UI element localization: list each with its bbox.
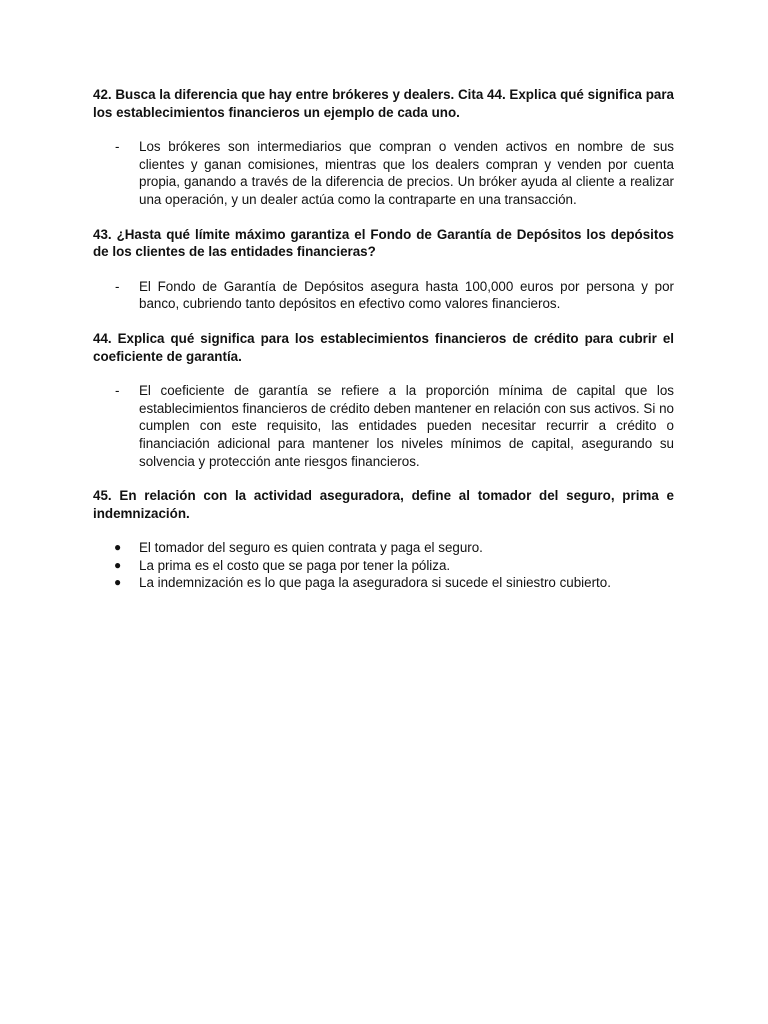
list-item xyxy=(93,574,674,592)
bullet-marker: ● xyxy=(114,540,122,555)
question-42: 42. Busca la diferencia que hay entre brókeres y dealers. Cita 44. Explica qué significa para los establecimientos financieros un ejemplo de cada uno. xyxy=(93,87,674,120)
answer-text: El tomador del seguro es quien contrata y paga el seguro. xyxy=(139,540,483,556)
dash-marker: - xyxy=(115,383,120,399)
bullet-marker: ● xyxy=(114,575,122,590)
dash-marker: - xyxy=(115,139,120,155)
list-item xyxy=(93,382,674,470)
question-44: 44. Explica qué significa para los establecimientos financieros de crédito para cubrir el coeficiente de garantía. xyxy=(93,330,674,364)
list-item xyxy=(93,557,674,575)
list-item xyxy=(93,278,674,313)
answer-list-44 xyxy=(93,382,674,470)
answer-text: La prima es el costo que se paga por tener la póliza. xyxy=(139,557,451,573)
document-content xyxy=(93,86,674,592)
answer-text: La indemnización es lo que paga la aseguradora si sucede el siniestro cubierto. xyxy=(139,575,611,591)
dash-marker: - xyxy=(115,278,120,294)
question-45: 45. En relación con la actividad aseguradora, define al tomador del seguro, prima e indemnización. xyxy=(93,488,674,521)
answer-text: Los brókeres son intermediarios que compran o venden activos en nombre de sus clientes y ganan comisiones, mientras que los dealers compran y venden por cuenta propia, ganando a través de la diferencia de precios. Un bróker ayuda al cliente a realizar una operación, y un dealer actúa como la contraparte en una transacción. xyxy=(139,139,674,207)
answer-list-45 xyxy=(93,539,674,592)
answer-text: El Fondo de Garantía de Depósitos asegura hasta 100,000 euros por persona y por banco, cubriendo tanto depósitos en efectivo como valores financieros. xyxy=(139,278,674,312)
question-43: 43. ¿Hasta qué límite máximo garantiza el Fondo de Garantía de Depósitos los depósitos de los clientes de las entidades financieras? xyxy=(93,226,674,260)
bullet-marker: ● xyxy=(114,557,122,572)
answer-text: El coeficiente de garantía se refiere a la proporción mínima de capital que los establecimientos financieros de crédito deben mantener en relación con sus activos. Si no cumplen con este requisito, las entidades pueden necesitar recurrir a crédito o financiación adicional para mantener los niveles mínimos de capital, asegurando su solvencia y protección ante riesgos financieros. xyxy=(139,383,674,469)
list-item xyxy=(93,138,674,208)
answer-list-42 xyxy=(93,138,674,208)
list-item xyxy=(93,539,674,557)
answer-list-43 xyxy=(93,278,674,313)
